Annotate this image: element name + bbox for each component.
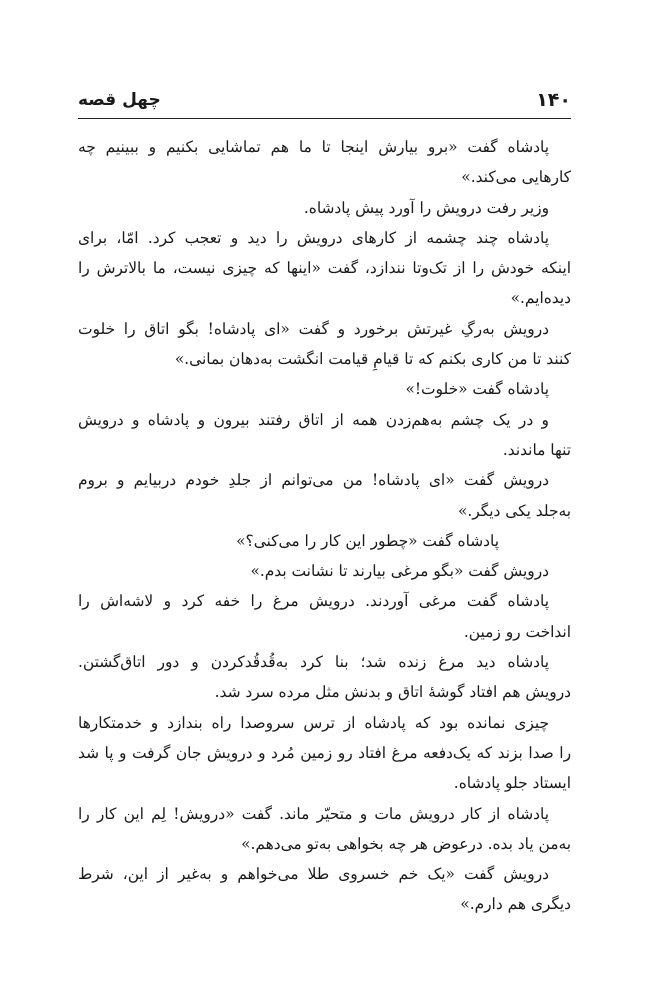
running-title: چهل قصه bbox=[78, 90, 161, 110]
text-line: کارهایی می‌کند.» bbox=[461, 168, 571, 187]
text-line: کنند تا من کاری بکنم که تا قیامِ قیامت انگشت به‌دهان بمانی.» bbox=[174, 350, 571, 369]
text-line: اینکه خودش را از تک‌وتا نندازد، گفت «اینها که چیزی نیست، ما بالاترش را bbox=[78, 259, 571, 278]
text-line: وزیر رفت درویش را آورد پیش پادشاه. bbox=[303, 198, 549, 217]
text-line: دیده‌ایم.» bbox=[510, 289, 571, 308]
header-rule bbox=[78, 118, 571, 119]
text-line: درویش به‌رگِ غیرتش برخورد و گفت «ای پادشاه! بگو اتاق را خلوت bbox=[78, 319, 549, 338]
text-line: پادشاه از کار درویش مات و متحیّر ماند. گفت «درویش! لِم این کار را bbox=[78, 804, 549, 823]
text-line: انداخت رو زمین. bbox=[463, 622, 571, 641]
text-line: درویش گفت «یک خم خسروی طلا می‌خواهم و به‌غیر از این، شرط bbox=[78, 865, 549, 884]
text-line: پادشاه گفت «خلوت!» bbox=[405, 380, 549, 399]
text-line: به‌من یاد بده. درعوض هر چه بخواهی به‌تو می‌دهم.» bbox=[241, 834, 571, 853]
page-number: ۱۴۰ bbox=[536, 89, 571, 111]
text-line: درویش گفت «ای پادشاه! من می‌توانم از جلدِ خودم دربیایم و بروم bbox=[78, 471, 549, 490]
page-header bbox=[78, 86, 571, 116]
text-line: پادشاه گفت «برو بیارش اینجا تا ما هم تماشایی بکنیم و ببینیم چه bbox=[78, 138, 549, 156]
text-line: تنها ماندند. bbox=[502, 440, 571, 459]
text-line: درویش گفت «بگو مرغی بیارند تا نشانت بدم.» bbox=[250, 562, 549, 581]
text-line: را صدا بزند که یک‌دفعه مرغ افتاد رو زمین مُرد و درویش جان گرفت و پا شد bbox=[78, 743, 571, 762]
text-line: پادشاه گفت «چطور این کار را می‌کنی؟» bbox=[236, 531, 499, 550]
text-line: پادشاه چند چشمه از کارهای درویش را دید و تعجب کرد. امّا، برای bbox=[78, 228, 549, 247]
text-line: پادشاه گفت مرغی آوردند. درویش مرغ را خفه کرد و لاشه‌اش را bbox=[78, 592, 549, 611]
text-line: به‌جلد یکی دیگر.» bbox=[457, 501, 571, 520]
story-text bbox=[78, 132, 571, 920]
text-line: درویش هم افتاد گوشهٔ اتاق و بدنش مثل مرده سرد شد. bbox=[214, 683, 571, 702]
text-line: ایستاد جلو پادشاه. bbox=[453, 774, 571, 793]
text-line: چیزی نمانده بود که پادشاه از ترس سروصدا راه بندازد و خدمتکارها bbox=[78, 713, 549, 732]
text-line: و در یک چشم به‌هم‌زدن همه از اتاق رفتند بیرون و پادشاه و درویش bbox=[78, 410, 549, 429]
text-line: دیگری هم دارم.» bbox=[460, 895, 571, 914]
text-line: پادشاه دید مرغ زنده شد؛ بنا کرد به‌قُدقُدکردن و دور اتاق‌گشتن. bbox=[78, 653, 549, 672]
